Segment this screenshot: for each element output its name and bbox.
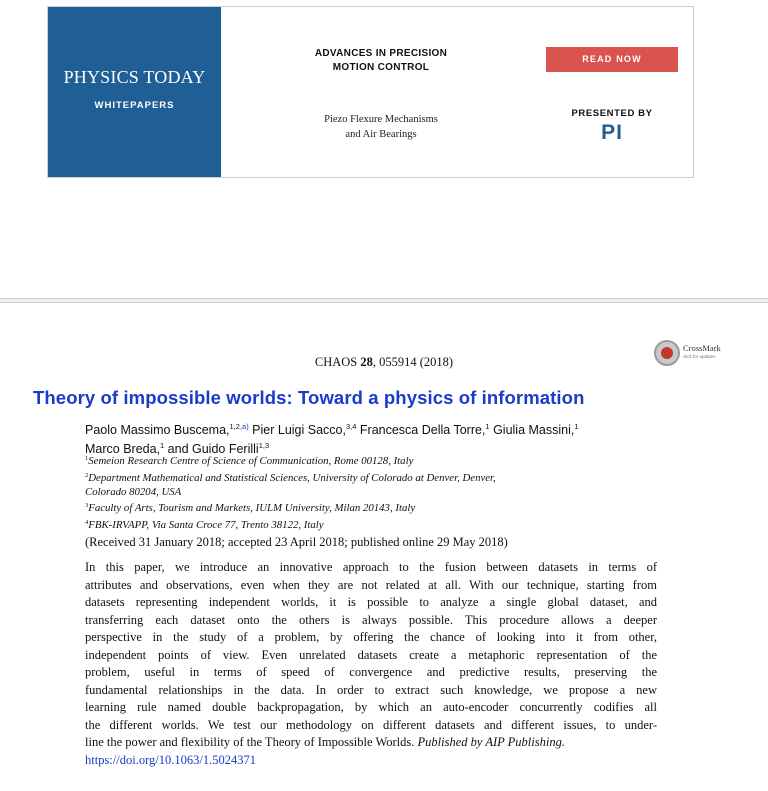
ad-banner[interactable]: [47, 6, 694, 178]
author-affil-sup: 1,3: [258, 441, 270, 450]
doi-link[interactable]: https://doi.org/10.1063/1.5024371: [85, 752, 256, 767]
abstract-last-line: [85, 734, 657, 752]
crossmark-label: CrossMark: [683, 343, 721, 353]
ad-brand-logo: PHYSICS TODAY: [63, 67, 206, 87]
journal-issue: , 055914 (2018): [372, 355, 454, 369]
abstract-line-text: line the power and flexibility of the Theory of Impossible Worlds.: [85, 735, 415, 749]
ad-description-line1: Piezo Flexure Mechanisms: [324, 114, 438, 125]
journal-name: CHAOS: [314, 355, 358, 369]
author-name: Francesca Della Torre,: [356, 423, 486, 437]
affiliation-text: Department Mathematical and Statistical Sciences, University of Colorado at Denver, Denver,: [88, 471, 496, 484]
crossmark-badge[interactable]: [654, 340, 726, 368]
author-affil-sup: 1,2,: [229, 422, 243, 431]
paper-title: Theory of impossible worlds: Toward a physics of information: [33, 387, 585, 408]
ad-description: [296, 112, 466, 142]
author-name: and Guido Ferilli: [164, 442, 259, 456]
abstract-line: attributes and observations, even when they are not related at all. With our technique, starting from: [85, 577, 657, 592]
abstract-line: fundamental relationships in the data. In order to extract such knowledge, we propose a new: [85, 682, 657, 697]
author-name: Marco Breda,: [85, 442, 161, 456]
received-dates: (Received 31 January 2018; accepted 23 April 2018; published online 29 May 2018): [85, 535, 508, 549]
abstract-line: learning rule named double backpropagation, by which an auto-encoder concurrently codifies all: [85, 700, 657, 714]
journal-volume: 28: [360, 355, 373, 369]
affiliation-item: [85, 516, 685, 533]
ad-brand-subtitle: WHITEPAPERS: [94, 100, 175, 111]
ad-headline-line1: ADVANCES IN PRECISION: [314, 48, 448, 59]
affiliation-number: 3: [85, 502, 89, 510]
abstract-line: transferring each dataset onto the others is always possible. This procedure allows a deeper: [85, 612, 657, 627]
ad-headline: [296, 47, 466, 75]
section-divider: [0, 298, 768, 303]
author-affil-sup: 3,4: [345, 422, 357, 431]
affiliation-text: Faculty of Arts, Tourism and Markets, IULM University, Milan 20143, Italy: [88, 502, 416, 515]
author-footnote-link[interactable]: a): [242, 422, 249, 431]
abstract-line: In this paper, we introduce an innovative approach to the fusion between datasets in terms of: [85, 560, 657, 574]
affiliation-item: [85, 452, 685, 469]
affiliation-text: Semeion Research Centre of Science of Communication, Rome 00128, Italy: [88, 455, 414, 467]
abstract: [85, 559, 657, 769]
author-name: Pier Luigi Sacco,: [248, 423, 346, 437]
ad-brand-panel[interactable]: [48, 7, 221, 177]
affiliation-item: [85, 499, 685, 516]
journal-citation: [0, 355, 768, 370]
affiliation-number: 4: [85, 519, 89, 527]
ad-presented-by: PRESENTED BY: [571, 108, 653, 119]
author-name: Paolo Massimo Buscema,: [85, 423, 230, 437]
author-line-1: [85, 419, 665, 438]
affiliation-continuation: Colorado 80204, USA: [85, 485, 182, 498]
crossmark-sublabel: click for updates: [683, 354, 716, 359]
crossmark-icon: [654, 340, 680, 366]
affiliation-number: 1: [85, 455, 89, 462]
abstract-line: independent points of view. Even unrelated datasets create a metaphoric representation of the: [85, 647, 657, 662]
abstract-line: datasets representing independent worlds, it is possible to analyze a single global dataset, and: [85, 595, 657, 609]
ad-description-line2: and Air Bearings: [345, 129, 417, 140]
published-by: Published by AIP Publishing.: [417, 735, 565, 749]
affiliation-number: 2: [85, 471, 89, 479]
affiliation-text: FBK-IRVAPP, Via Santa Croce 77, Trento 38122, Italy: [88, 519, 324, 532]
sponsor-logo[interactable]: PI: [601, 121, 623, 144]
abstract-line: the different worlds. We test our methodology on different datasets and different issues, to under-: [85, 717, 657, 732]
abstract-line: perspective in the study of a problem, by offering the chance of looking into it from other,: [85, 630, 657, 644]
author-affil-sup: 1: [485, 422, 490, 431]
abstract-line: problem, useful in terms of speed of convergence and predictive results, preserving the: [85, 665, 657, 679]
affiliation-list: [85, 452, 685, 533]
author-affil-sup: 1: [160, 441, 165, 450]
read-now-button[interactable]: READ NOW: [546, 47, 678, 72]
author-affil-sup: 1: [574, 422, 579, 431]
affiliation-item: [85, 469, 685, 486]
author-name: Giulia Massini,: [489, 423, 575, 437]
ad-headline-line2: MOTION CONTROL: [332, 62, 430, 73]
doi-line: [85, 752, 657, 770]
